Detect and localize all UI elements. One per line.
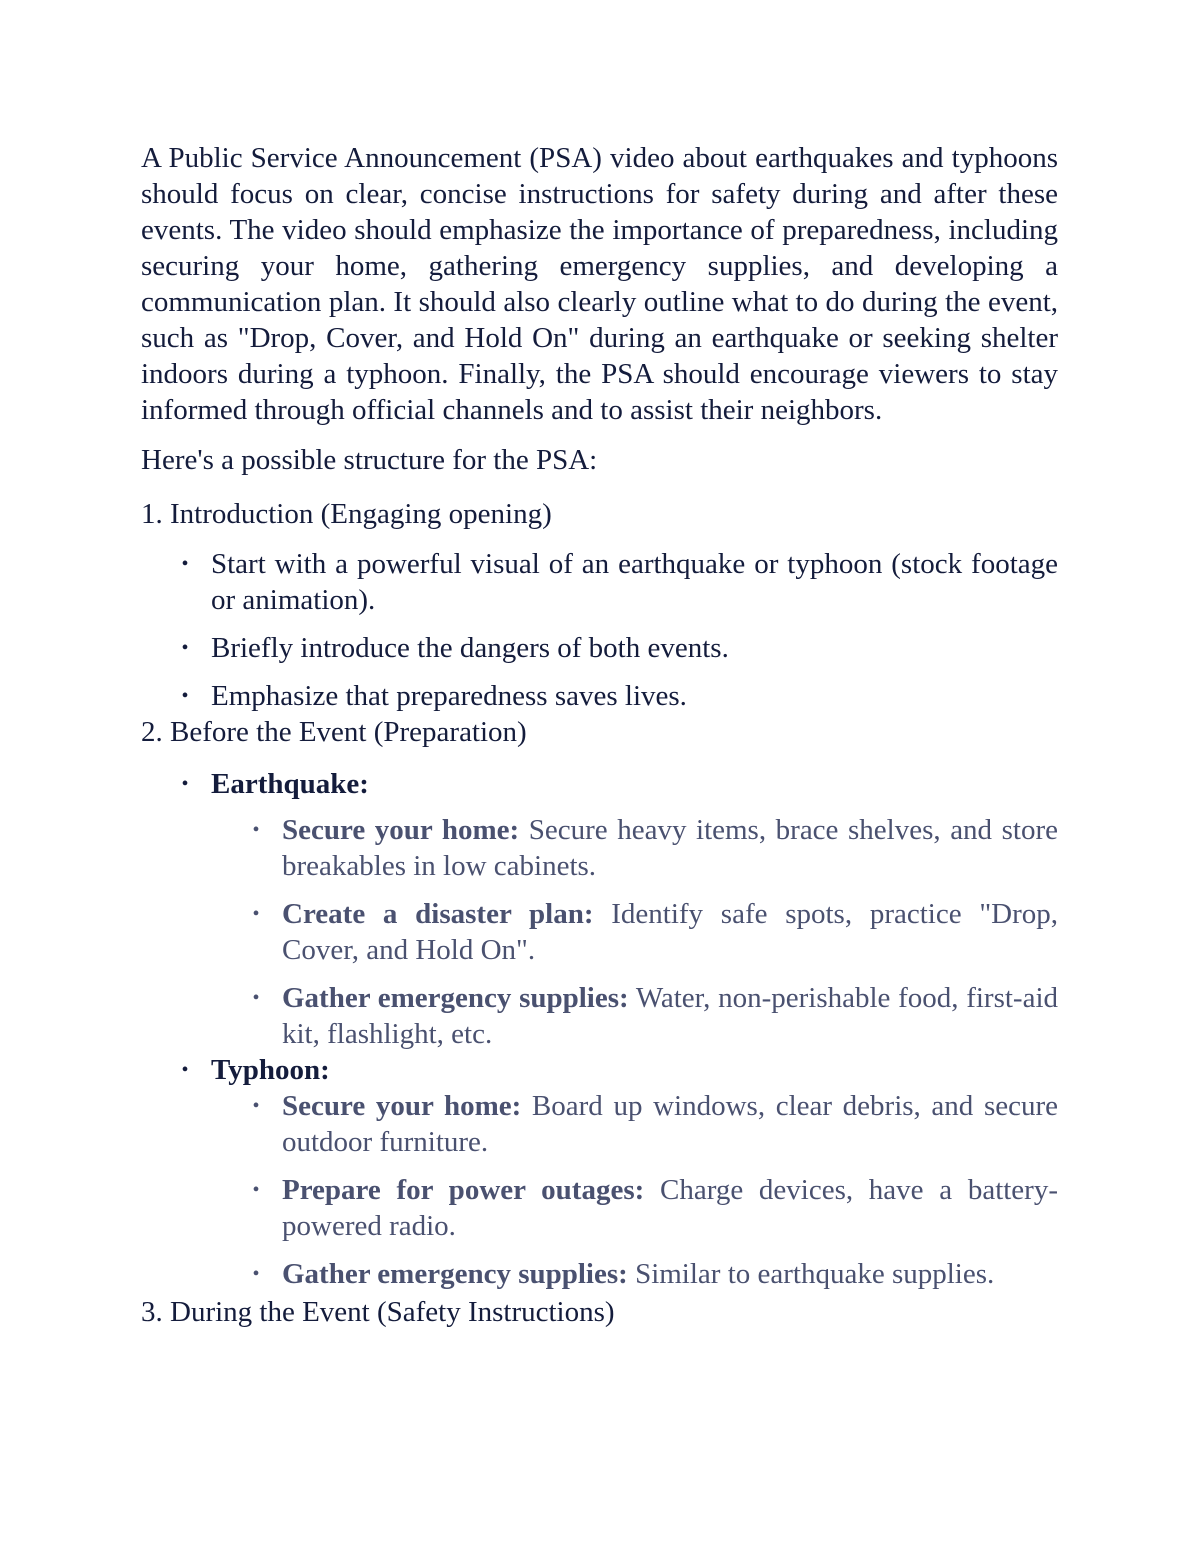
- item-text: Water, non-perishable food, first-aid kit, flashlight, etc.: [282, 982, 1058, 1050]
- section-heading-during-event: 3. During the Event (Safety Instructions): [141, 1296, 615, 1328]
- list-item: [181, 678, 1058, 714]
- earthquake-group: [181, 766, 1059, 1052]
- section-heading-introduction: 1. Introduction (Engaging opening): [141, 498, 552, 530]
- item-label: Prepare for power outages:: [282, 1174, 645, 1206]
- item-text: Similar to earthquake supplies.: [627, 1258, 995, 1290]
- sublist-item: [252, 812, 1059, 884]
- list-item: [181, 546, 1058, 618]
- document-page: [141, 140, 1058, 1330]
- list-item: [181, 630, 1058, 666]
- bullet-icon: •: [181, 1059, 189, 1081]
- bullet-icon: •: [252, 1095, 260, 1117]
- before-event-list: [141, 766, 1058, 1292]
- typhoon-sublist: [211, 1088, 1058, 1292]
- introduction-list: [141, 546, 1058, 714]
- item-label: Create a disaster plan:: [282, 898, 594, 930]
- structure-intro-line: Here's a possible structure for the PSA:: [141, 444, 598, 476]
- list-item-text: Start with a powerful visual of an earthquake or typhoon (stock footage or animation).: [211, 548, 1058, 616]
- typhoon-group: [181, 1052, 1058, 1292]
- sublist-item: [252, 1256, 1058, 1292]
- intro-paragraph: A Public Service Announcement (PSA) video about earthquakes and typhoons should focus on clear, concise instructions for safety during and after these events. The video should emphasize the importance of preparedness, including securing your home, gathering emergency supplies, and developing a communication plan. It should also clearly outline what to do during the event, such as "Drop, Cover, and Hold On" during an earthquake or seeking shelter indoors during a typhoon. Finally, the PSA should encourage viewers to stay informed through official channels and to assist their neighbors.: [141, 142, 1058, 426]
- list-item-text: Briefly introduce the dangers of both events.: [211, 632, 729, 664]
- section-heading-before-event: 2. Before the Event (Preparation): [141, 716, 527, 748]
- list-item-text: Emphasize that preparedness saves lives.: [211, 680, 687, 712]
- sublist-item: [252, 1088, 1058, 1160]
- sublist-item: [252, 1172, 1058, 1244]
- item-text: Secure heavy items, brace shelves, and store breakables in low cabinets.: [282, 814, 1059, 882]
- item-text: Identify safe spots, practice "Drop, Cover, and Hold On".: [282, 898, 1059, 966]
- typhoon-label: Typhoon:: [211, 1054, 330, 1086]
- sublist-item: [252, 980, 1058, 1052]
- earthquake-sublist: [211, 812, 1058, 1052]
- bullet-icon: •: [252, 1179, 260, 1201]
- item-text: Charge devices, have a battery-powered radio.: [282, 1174, 1058, 1242]
- item-label: Gather emergency supplies:: [282, 1258, 628, 1290]
- bullet-icon: •: [181, 773, 189, 795]
- item-label: Gather emergency supplies:: [282, 982, 629, 1014]
- bullet-icon: •: [252, 987, 260, 1009]
- bullet-icon: •: [252, 903, 260, 925]
- item-label: Secure your home:: [282, 814, 520, 846]
- bullet-icon: •: [181, 637, 189, 659]
- bullet-icon: •: [252, 1263, 260, 1285]
- earthquake-label: Earthquake:: [211, 768, 369, 800]
- bullet-icon: •: [252, 819, 260, 841]
- item-label: Secure your home:: [282, 1090, 522, 1122]
- item-text: Board up windows, clear debris, and secure outdoor furniture.: [282, 1090, 1058, 1158]
- sublist-item: [252, 896, 1059, 968]
- bullet-icon: •: [181, 685, 189, 707]
- bullet-icon: •: [181, 553, 189, 575]
